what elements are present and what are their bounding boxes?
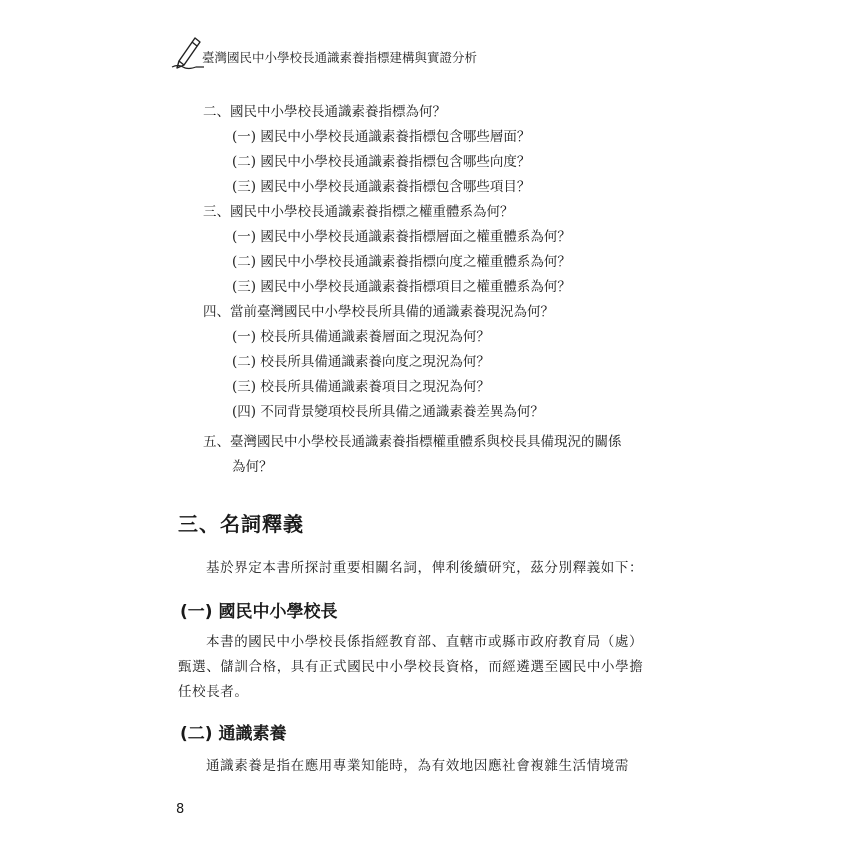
research-question-4-3: (三) 校長所具備通識素養項目之現況為何？ (232, 379, 490, 395)
term-1-line-1: 本書的國民中小學校長係指經教育部、直轄市或縣市政府教育局（處） (206, 634, 644, 650)
research-question-2-1: (一) 國民中小學校長通識素養指標包含哪些層面？ (232, 129, 531, 145)
page-number: 8 (176, 802, 185, 817)
research-question-4: 四、當前臺灣國民中小學校長所具備的通識素養現況為何？ (203, 304, 554, 320)
research-question-5-line-2: 為何？ (232, 459, 273, 475)
section-title: 三、名詞釋義 (178, 512, 304, 536)
pencil-icon (170, 34, 204, 70)
research-question-4-4: (四) 不同背景變項校長所具備之通識素養差異為何？ (232, 404, 544, 420)
research-question-3: 三、國民中小學校長通識素養指標之權重體系為何？ (203, 204, 514, 220)
term-1-heading: (一) 國民中小學校長 (180, 602, 338, 622)
research-question-3-1: (一) 國民中小學校長通識素養指標層面之權重體系為何？ (232, 229, 571, 245)
research-question-2-3: (三) 國民中小學校長通識素養指標包含哪些項目？ (232, 179, 531, 195)
research-question-5-line-1: 五、臺灣國民中小學校長通識素養指標權重體系與校長具備現況的關係 (203, 434, 622, 450)
running-title: 臺灣國民中小學校長通識素養指標建構與實證分析 (202, 50, 478, 65)
term-2-line-1: 通識素養是指在應用專業知能時，為有效地因應社會複雜生活情境需 (206, 758, 629, 774)
term-2-heading: (二) 通識素養 (180, 724, 287, 744)
research-question-3-2: (二) 國民中小學校長通識素養指標向度之權重體系為何？ (232, 254, 571, 270)
research-question-2: 二、國民中小學校長通識素養指標為何？ (203, 104, 446, 120)
term-1-line-3: 任校長者。 (178, 684, 249, 700)
research-question-2-2: (二) 國民中小學校長通識素養指標包含哪些向度？ (232, 154, 531, 170)
section-intro: 基於界定本書所探討重要相關名詞，俾利後續研究，茲分別釋義如下： (206, 560, 644, 576)
research-question-4-1: (一) 校長所具備通識素養層面之現況為何？ (232, 329, 490, 345)
term-1-line-2: 甄選、儲訓合格，具有正式國民中小學校長資格，而經遴選至國民中小學擔 (178, 659, 644, 675)
research-question-4-2: (二) 校長所具備通識素養向度之現況為何？ (232, 354, 490, 370)
research-question-3-3: (三) 國民中小學校長通識素養指標項目之權重體系為何？ (232, 279, 571, 295)
